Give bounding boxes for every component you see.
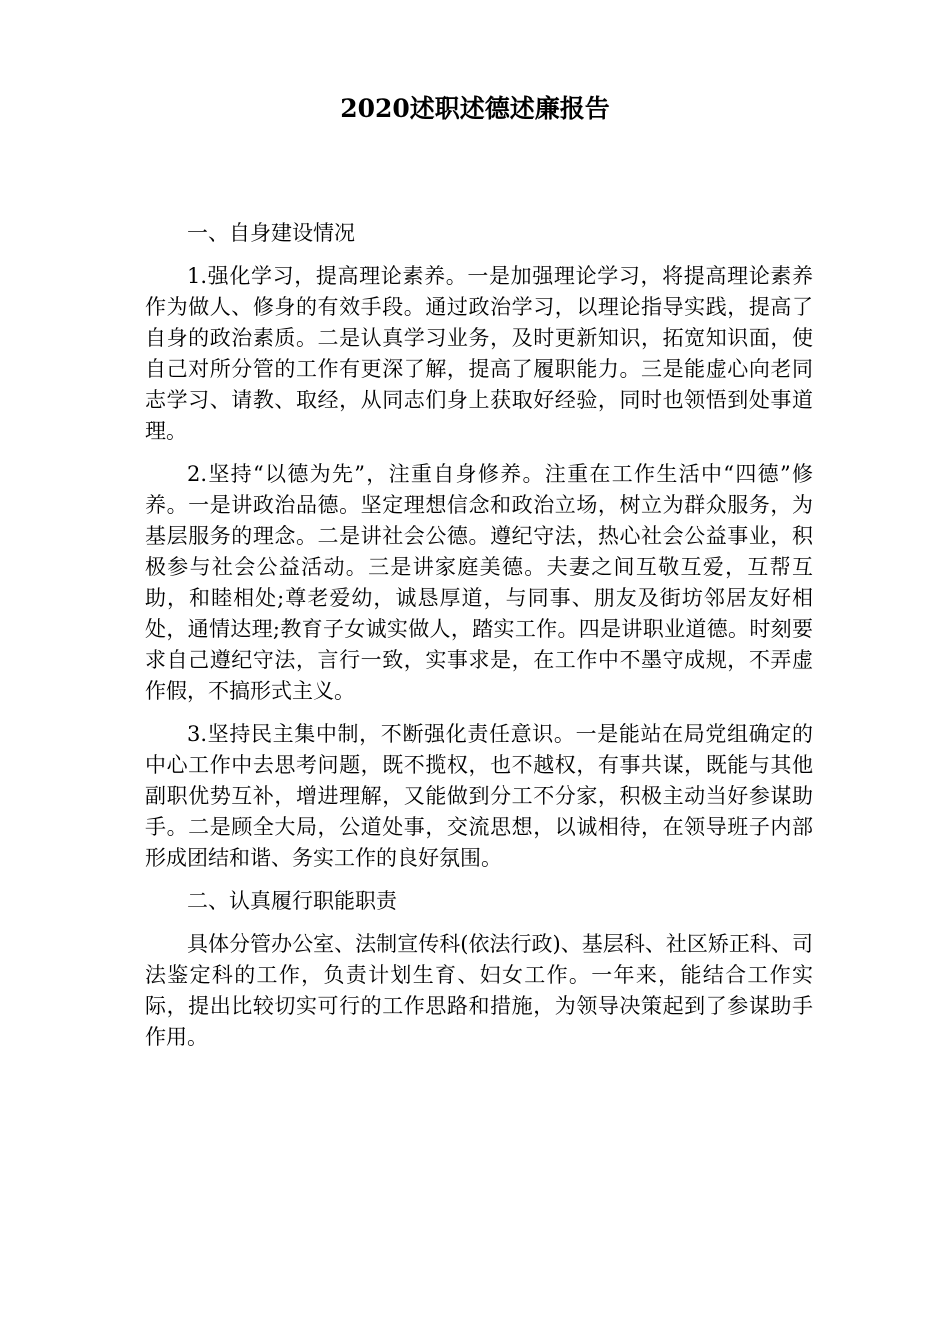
document-body	[145, 218, 813, 1065]
paragraph-responsibilities: 具体分管办公室、法制宣传科(依法行政)、基层科、社区矫正科、司法鉴定科的工作，负责计划生育、妇女工作。一年来，能结合工作实际，提出比较切实可行的工作思路和措施，为领导决策起到了参谋助手作用。	[145, 932, 813, 1049]
section-heading-self-construction: 一、自身建设情况	[187, 221, 355, 245]
paragraph-study: 1.强化学习，提高理论素养。一是加强理论学习，将提高理论素养作为做人、修身的有效手段。通过政治学习，以理论指导实践，提高了自身的政治素质。二是认真学习业务，及时更新知识，拓宽知识面，使自己对所分管的工作有更深了解，提高了履职能力。三是能虚心向老同志学习、请教、取经，从同志们身上获取好经验，同时也领悟到处事道理。	[145, 264, 813, 443]
paragraph-morality: 2.坚持“以德为先”，注重自身修养。注重在工作生活中“四德”修养。一是讲政治品德。坚定理想信念和政治立场，树立为群众服务，为基层服务的理念。二是讲社会公德。遵纪守法，热心社会公益事业，积极参与社会公益活动。三是讲家庭美德。夫妻之间互敬互爱，互帮互助，和睦相处;尊老爱幼，诚恳厚道，与同事、朋友及街坊邻居友好相处，通情达理;教育子女诚实做人，踏实工作。四是讲职业道德。时刻要求自己遵纪守法，言行一致，实事求是，在工作中不墨守成规，不弄虚作假，不搞形式主义。	[145, 462, 813, 703]
paragraph-democratic-centralism: 3.坚持民主集中制，不断强化责任意识。一是能站在局党组确定的中心工作中去思考问题，既不揽权，也不越权，有事共谋，既能与其他副职优势互补，增进理解，又能做到分工不分家，积极主动当好参谋助手。二是顾全大局，公道处事，交流思想，以诚相待，在领导班子内部形成团结和谐、务实工作的良好氛围。	[145, 722, 813, 870]
document-title: 2020述职述德述廉报告	[340, 94, 610, 123]
section-heading-duties: 二、认真履行职能职责	[187, 889, 397, 913]
